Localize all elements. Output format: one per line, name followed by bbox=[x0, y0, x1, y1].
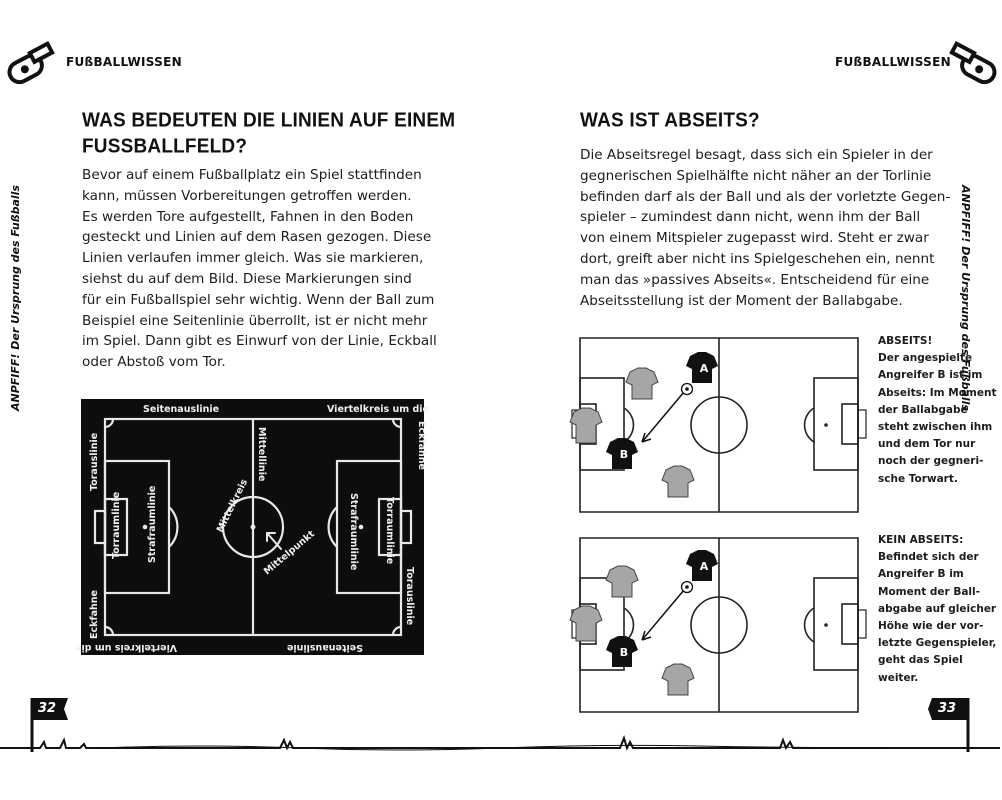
opponent-keeper-shirt bbox=[570, 606, 602, 641]
label-strafraumlinie-right: Strafraumlinie bbox=[348, 493, 359, 571]
svg-text:B: B bbox=[619, 646, 629, 659]
body-paragraph-right: Die Abseitsregel besagt, dass sich ein Spieler in der gegnerischen Spielhälfte nicht näher an der Torlinie befinden darf als der Ball und als der vorletzte Gegen- spieler – zumindest dann nicht, wenn ihm der Ball von einem Mitspieler zugepasst wird. Steht er zwar dort, greift aber nicht ins Spielgeschehen ein, nennt man das »passives Abseits«. Entscheidend für eine Abseitsstellung ist der Moment der Ballabgabe. bbox=[580, 147, 951, 309]
side-running-title-right: ANPFIFF! Der Ursprung des Fußballs bbox=[959, 185, 972, 411]
attacker-a-shirt bbox=[686, 352, 718, 383]
attacker-b-shirt bbox=[606, 438, 638, 469]
label-mittelkreis: Mittelkreis bbox=[214, 477, 251, 535]
svg-text:B: B bbox=[619, 448, 629, 461]
label-strafraumlinie-left: Strafraumlinie bbox=[147, 485, 158, 563]
label-mittellinie: Mittellinie bbox=[256, 427, 267, 482]
label-torauslinie-left: Torauslinie bbox=[89, 432, 100, 491]
opponent-shirt-1 bbox=[606, 566, 638, 597]
football-field-diagram bbox=[75, 399, 429, 655]
label-eckfahne-bottom: Eckfahne bbox=[89, 590, 100, 639]
side-running-title: ANPFIFF! Der Ursprung des Fußballs bbox=[9, 185, 22, 411]
no-offside-diagram bbox=[572, 536, 864, 714]
opponent-shirt-2 bbox=[662, 466, 694, 497]
header-label: FUßBALLWISSEN bbox=[66, 55, 182, 69]
label-viertelkreis-top: Viertelkreis um die bbox=[327, 404, 429, 415]
whistle-icon bbox=[2, 42, 60, 90]
label-viertelkreis-bottom: Viertelkreis um die bbox=[75, 642, 177, 653]
header-label-right: FUßBALLWISSEN bbox=[835, 55, 951, 69]
svg-text:A: A bbox=[699, 362, 709, 375]
caption-no-offside: KEIN ABSEITS: Befindet sich der Angreifer B im Moment der Ball- abgabe auf gleicher Höhe wie der vor- letzte Gegenspieler, geht das Spiel weiter. bbox=[878, 534, 997, 684]
page-title: WAS BEDEUTEN DIE LINIEN AUF EINEM FUSSBALLFELD? bbox=[82, 109, 456, 158]
attacker-b-shirt bbox=[606, 636, 638, 667]
label-seitenauslinie-bottom: Seitenauslinie bbox=[286, 642, 363, 653]
label-mittelpunkt: Mittelpunkt bbox=[261, 528, 317, 578]
caption-offside: ABSEITS! Der angespielte Angreifer B ist im Abseits: Im Moment der Ballabgabe steht zwischen ihm und dem Tor nur noch der gegneri- sche Torwart. bbox=[878, 335, 997, 485]
label-torauslinie-right: Torauslinie bbox=[404, 567, 415, 626]
body-paragraph: Bevor auf einem Fußballplatz ein Spiel stattfinden kann, müssen Vorbereitungen getroffen werden. Es werden Tore aufgestellt, Fahnen in den Boden gesteckt und Linien auf dem Rasen gezogen. Diese Linien verlaufen immer gleich. Was sie markieren, siehst du auf dem Bild. Diese Markierungen sind für ein Fußballspiel sehr wichtig. Wenn der Ball zum Beispiel eine Seitenlinie überrollt, ist er nicht mehr im Spiel. Dann gibt es Einwurf von der Linie, Eckball oder Abstoß vom Tor. bbox=[82, 167, 437, 371]
whistle-icon-right bbox=[944, 42, 1002, 90]
grass-line-decoration bbox=[0, 728, 1000, 758]
page-number-right: 33 bbox=[938, 701, 957, 716]
label-eckfahne-top: Eckfahne bbox=[416, 421, 427, 470]
label-torraumlinie-right: Torraumlinie bbox=[384, 497, 395, 565]
label-torraumlinie-left: Torraumlinie bbox=[111, 491, 122, 559]
attacker-a-shirt bbox=[686, 550, 718, 581]
opponent-shirt-1 bbox=[626, 368, 658, 399]
opponent-shirt-2 bbox=[662, 664, 694, 695]
page-title-right: WAS IST ABSEITS? bbox=[580, 109, 760, 132]
svg-text:A: A bbox=[699, 560, 709, 573]
offside-diagram bbox=[572, 336, 864, 514]
label-seitenauslinie-top: Seitenauslinie bbox=[143, 404, 220, 415]
page-number: 32 bbox=[38, 701, 57, 716]
